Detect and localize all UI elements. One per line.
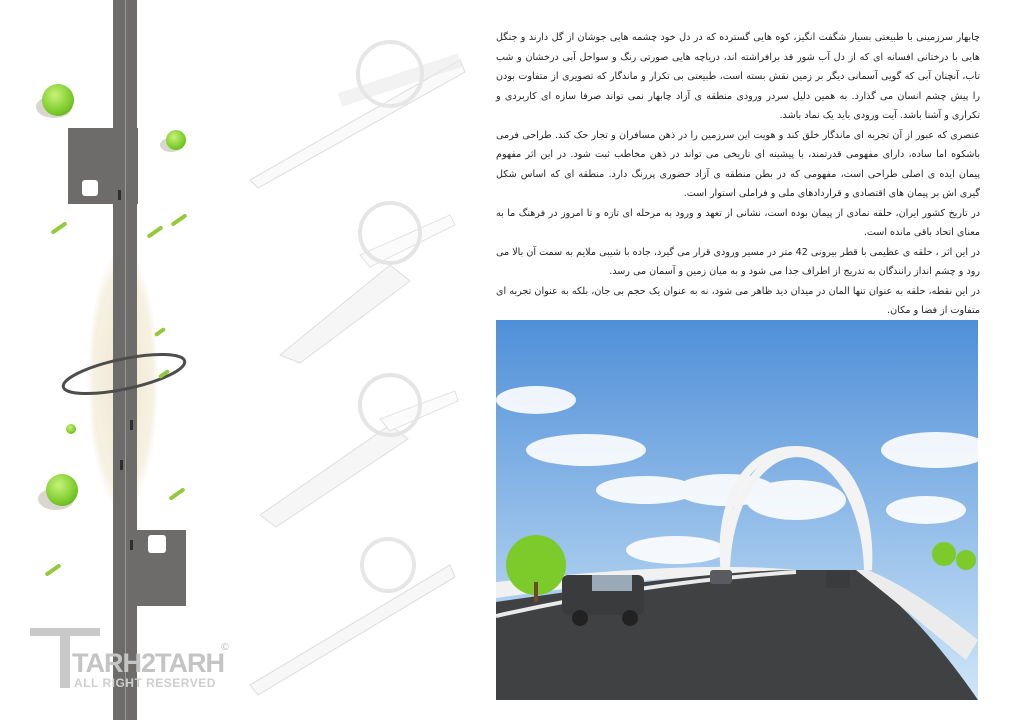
brand-logo <box>30 628 230 692</box>
description-paragraph: عنصری که عبور از آن تجربه ای ماندگار خلق کند و هویت این سرزمین را در ذهن مسافران و تجار حک کند. طراحی فرمی باشکوه اما ساده، دارای مفهومی قدرتمند، با پیشینه ای تاریخی می تواند در ذهن مخاطب ثبت شود. در این اثر مفهوم پیمان ایده ی اصلی طراحی است، مفهومی که در بطن منطقه ی آزاد حضوری پررنگ دارد. منطقه ای که اساس شکل گیری اش بر پیمان های اقتصادی و قراردادهای ملی و فراملی استوار است. <box>496 129 980 199</box>
tree-icon <box>166 130 186 150</box>
model-views <box>240 0 480 720</box>
tree-icon <box>42 84 74 116</box>
render-car-far <box>710 570 732 584</box>
plan-ring-outline <box>52 352 202 402</box>
logo-t-stem <box>60 628 70 688</box>
plan-booth-bottom <box>148 535 166 553</box>
shrub-icon <box>50 221 67 235</box>
description-paragraph: چابهار سرزمینی با طبیعتی بسیار شگفت انگیز، کوه هایی گسترده که در دل خود چشمه هایی جوشان از گل دارند و جنگل هایی با درختانی افسانه ای که از دل آب شور قد برافراشته اند، دریاچه هایی صورتی رنگ و سواحل آبی درخشان و شب تاب، آنچنان آبی که گویی آسمانی دیگر بر زمین نقش بسته است، طبیعتی بی تکرار و ماندگار که تصویری از متفاوت بودن را پیش چشم انسان می گذارد. به همین دلیل سردر ورودی منطقه ی آزاد چابهار نمی تواند صرفا سازه ای کاربردی و تکراری و آشنا باشد. آیت ورودی باید یک نماد باشد. <box>496 32 980 121</box>
model-view-3 <box>240 365 480 535</box>
render-car-far <box>826 570 850 588</box>
model-view-4 <box>240 535 480 705</box>
shrub-icon <box>44 563 61 577</box>
site-plan <box>30 0 200 720</box>
render-scene <box>496 320 978 700</box>
shrub-icon <box>146 225 163 239</box>
perspective-render <box>496 320 978 700</box>
model-view-2 <box>240 195 480 365</box>
description-paragraph: در تاریخ کشور ایران، حلقه نمادی از پیمان بوده است، نشانی از تعهد و ورود به مرحله ای تازه و تا امروز در فرهنگ ما به معنای اتحاد باقی مانده است. <box>496 207 980 238</box>
shrub-icon <box>168 487 185 501</box>
logo-copyright: © <box>220 642 230 653</box>
logo-name: TARH2TARH <box>72 648 224 678</box>
logo-tagline: ALL RIGHT RESERVED <box>74 676 216 690</box>
plan-car <box>130 420 133 430</box>
model-view-1 <box>240 30 480 200</box>
shrub-icon <box>170 213 187 227</box>
project-description <box>496 28 980 321</box>
plan-car <box>118 190 121 200</box>
plan-car <box>120 460 123 470</box>
plan-booth-top <box>82 180 98 196</box>
description-paragraph: در این نقطه، حلقه به عنوان تنها المان در میدان دید ظاهر می شود، نه به عنوان یک حجم بی جان، بلکه به عنوان تجربه ای متفاوت از فضا و مکان. <box>496 285 980 316</box>
plan-car <box>130 540 133 550</box>
description-paragraph: در این اثر ، حلقه ی عظیمی با قطر بیرونی 42 متر در مسیر ورودی قرار می گیرد، جاده با شیبی ملایم به سمت آن بالا می رود و چشم انداز رانندگان به تدریج از اطراف جدا می شود و به میان زمین و آسمان می رسد. <box>496 246 980 277</box>
tree-icon <box>46 474 78 506</box>
tree-icon <box>66 424 76 434</box>
